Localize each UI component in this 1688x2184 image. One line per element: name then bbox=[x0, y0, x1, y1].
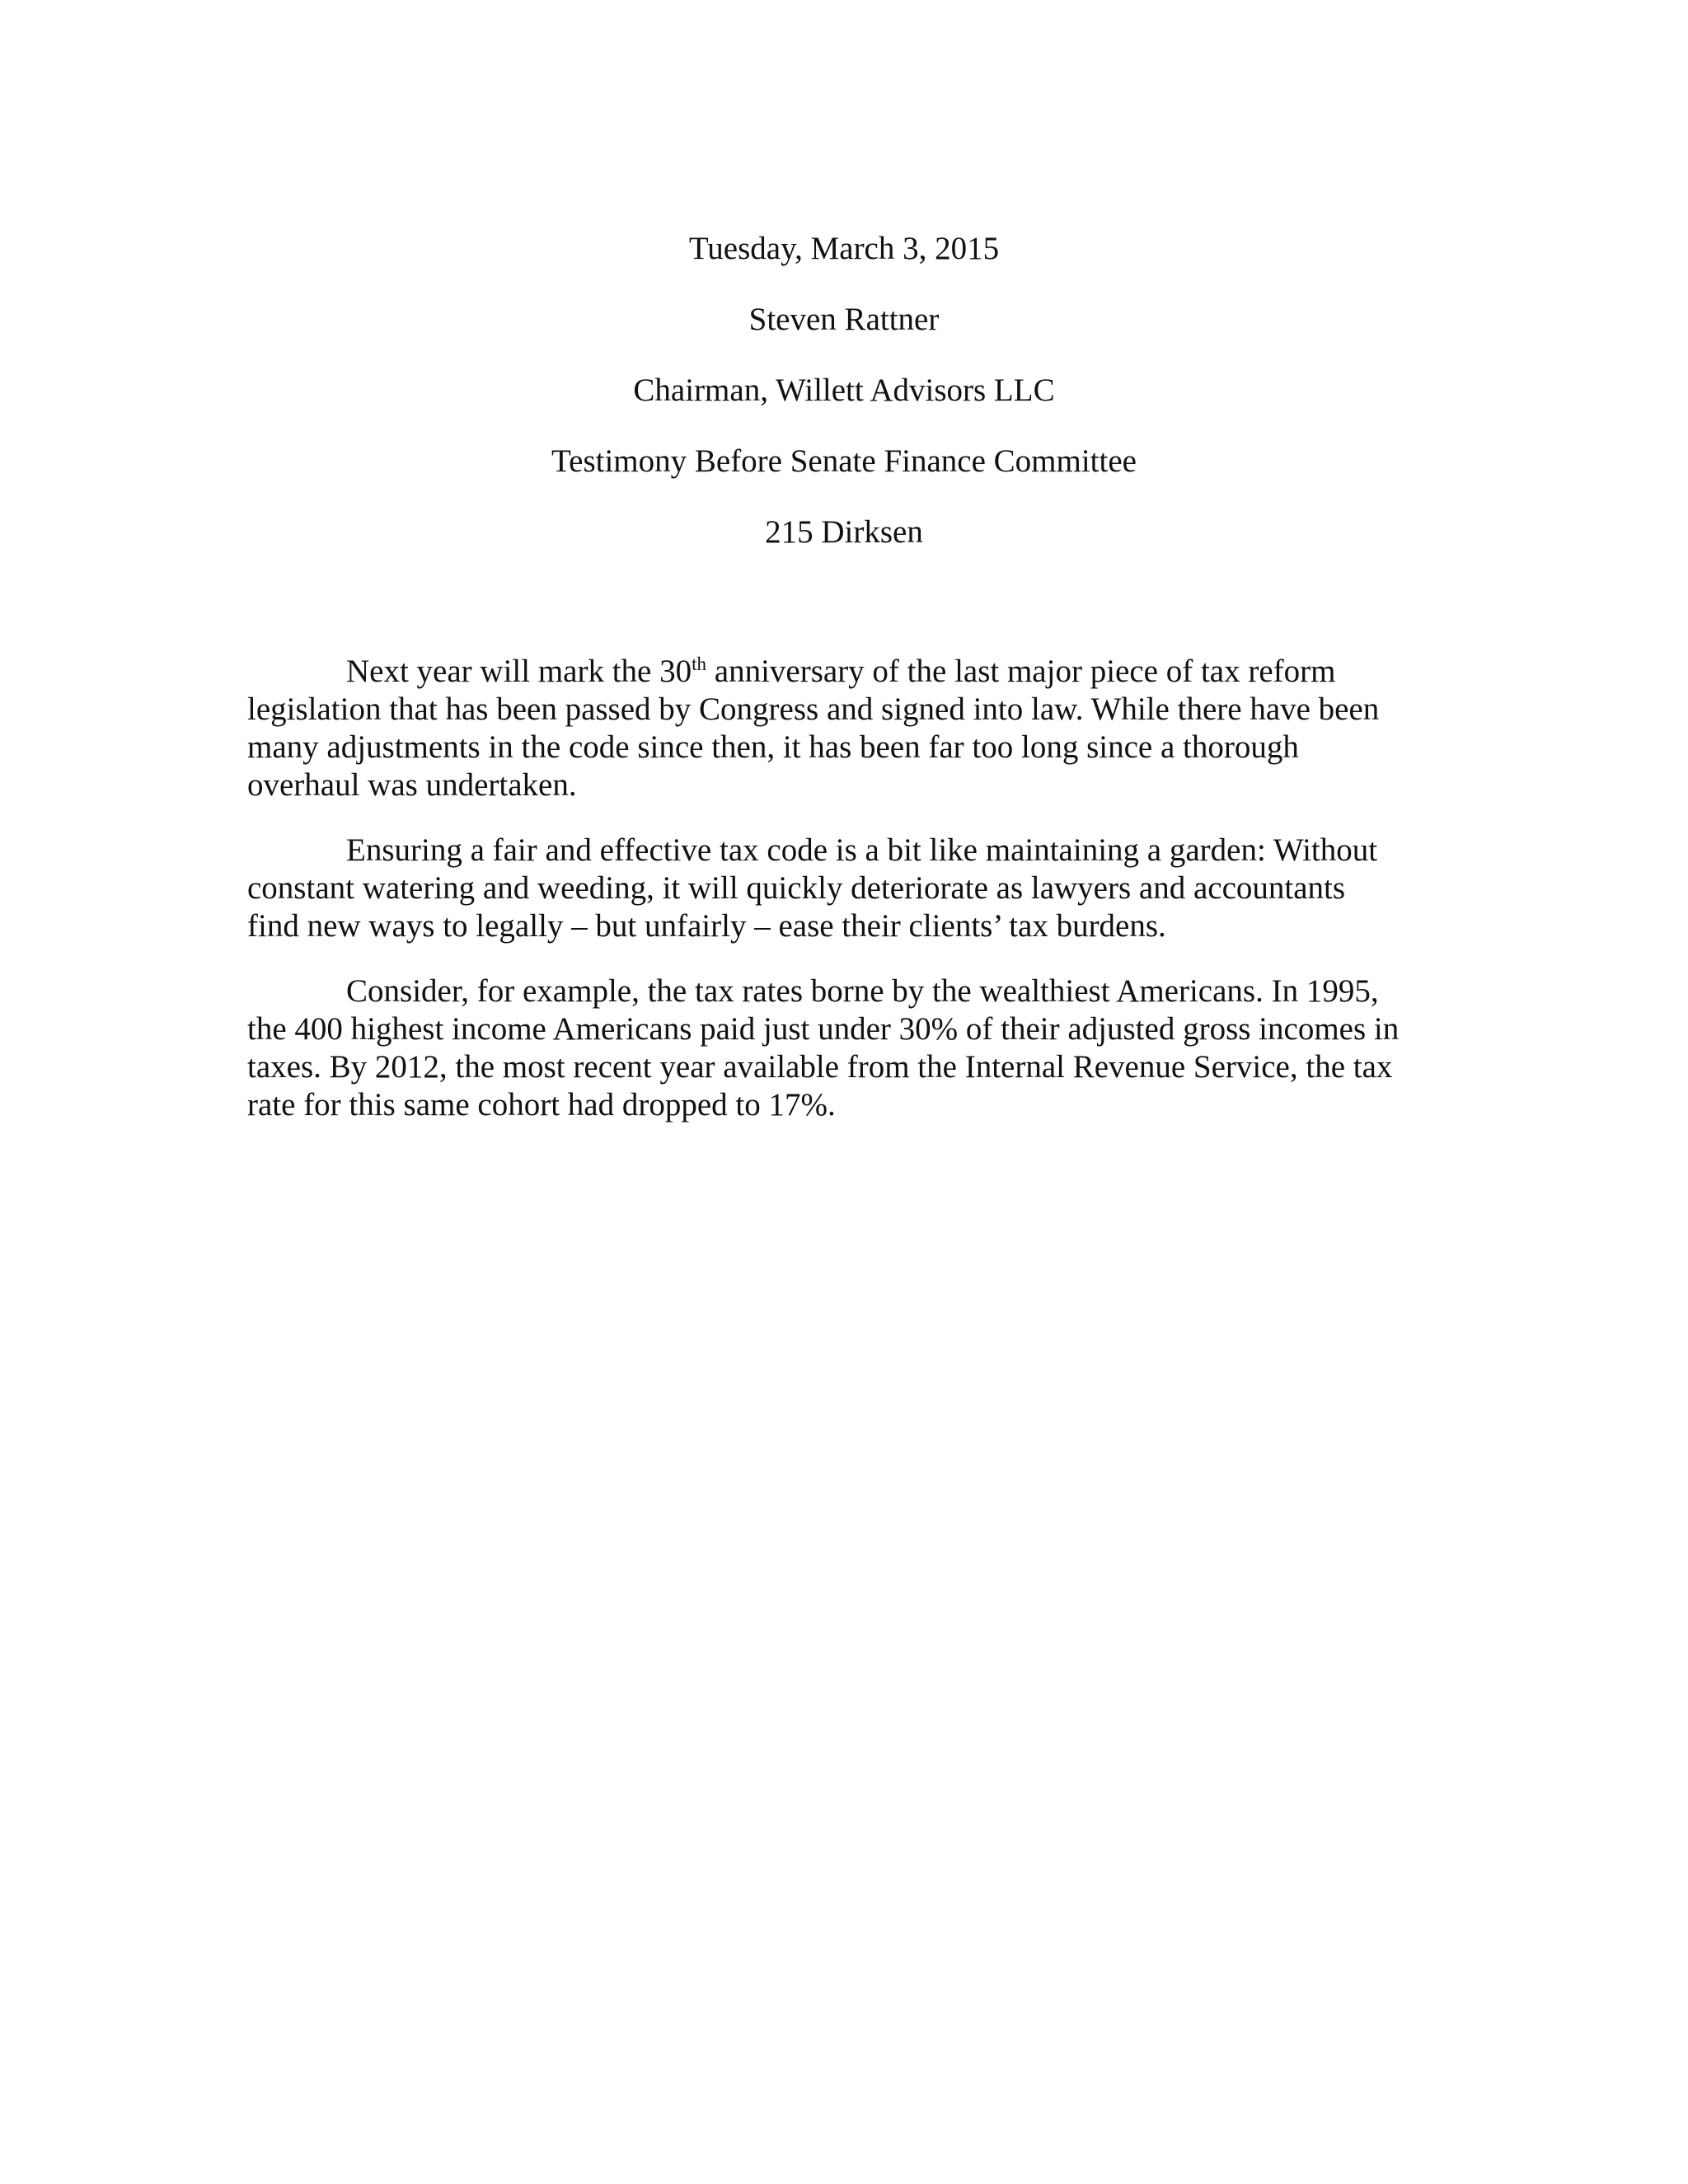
paragraph-3-line-1: Consider, for example, the tax rates borne by the wealthiest Americans. In 1995, bbox=[346, 973, 1379, 1009]
paragraph-3 bbox=[247, 972, 1442, 1124]
speaker-name: Steven Rattner bbox=[748, 302, 940, 337]
paragraph-1-line-3: many adjustments in the code since then, it has been far too long since a thorough bbox=[247, 729, 1299, 765]
speaker-title: Chairman, Willett Advisors LLC bbox=[633, 373, 1055, 408]
date-line: Tuesday, March 3, 2015 bbox=[688, 231, 1000, 266]
paragraph-1-line-1 bbox=[247, 653, 1442, 691]
ordinal-suffix: th bbox=[692, 654, 707, 674]
paragraph-3-line-2: the 400 highest income Americans paid just under 30% of their adjusted gross incomes in bbox=[247, 1011, 1400, 1047]
paragraph-1-text-a: Next year will mark the 30 bbox=[346, 654, 692, 689]
paragraph-1-line-4: overhaul was undertaken. bbox=[247, 767, 577, 803]
paragraph-3-line-3: taxes. By 2012, the most recent year available from the Internal Revenue Service, the tax bbox=[247, 1049, 1393, 1085]
paragraph-2 bbox=[247, 832, 1442, 945]
paragraph-2-line-3: find new ways to legally – but unfairly – ease their clients’ tax burdens. bbox=[247, 908, 1166, 944]
paragraph-2-line-2: constant watering and weeding, it will quickly deteriorate as lawyers and accountants bbox=[247, 870, 1346, 906]
event-title: Testimony Before Senate Finance Committee bbox=[551, 443, 1137, 479]
paragraph-1 bbox=[247, 653, 1442, 804]
room-location: 215 Dirksen bbox=[765, 514, 923, 550]
paragraph-2-line-1: Ensuring a fair and effective tax code is a bit like maintaining a garden: Without bbox=[346, 832, 1378, 868]
testimony-body bbox=[247, 653, 1442, 1151]
paragraph-1-line-2: legislation that has been passed by Congress and signed into law. While there have been bbox=[247, 691, 1380, 727]
paragraph-3-line-4: rate for this same cohort had dropped to 17%. bbox=[247, 1087, 836, 1122]
paragraph-1-text-b: anniversary of the last major piece of tax reform bbox=[706, 654, 1336, 689]
